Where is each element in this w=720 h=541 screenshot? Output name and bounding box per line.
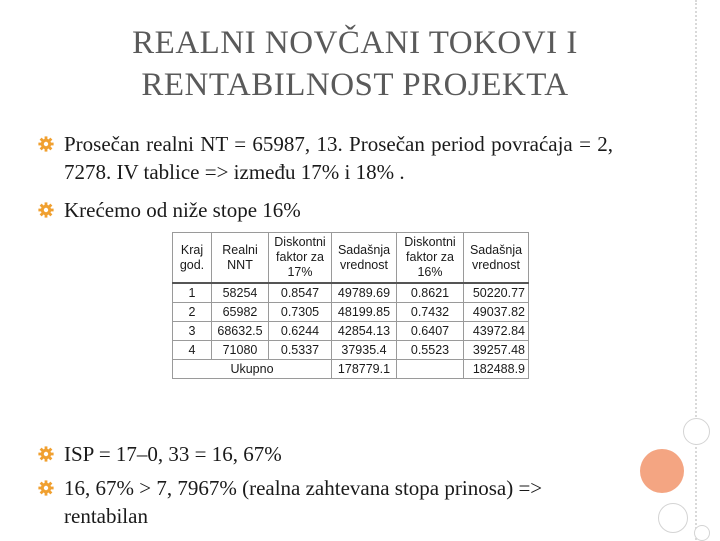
cell-discount-16: 0.6407 <box>397 322 464 341</box>
table-total-row <box>173 360 529 379</box>
cell-year: 4 <box>173 341 212 360</box>
header-present-value-16: Sadašnja vrednost <box>464 233 529 284</box>
header-discount-17: Diskontni faktor za 17% <box>269 233 332 284</box>
cell-present-value-16: 39257.48 <box>464 341 529 360</box>
table-row <box>173 341 529 360</box>
decorative-circle <box>694 525 710 541</box>
cell-real-nnt: 65982 <box>212 303 269 322</box>
cash-flow-table <box>172 232 529 379</box>
header-real-nnt: Realni NNT <box>212 233 269 284</box>
cell-year: 1 <box>173 283 212 303</box>
cell-total-present-value-16: 182488.9 <box>464 360 529 379</box>
cell-year: 3 <box>173 322 212 341</box>
cell-present-value-16: 49037.82 <box>464 303 529 322</box>
cell-total-label: Ukupno <box>173 360 332 379</box>
title-line-2: RENTABILNOST PROJEKTA <box>141 67 569 103</box>
table-row <box>173 303 529 322</box>
cell-real-nnt: 68632.5 <box>212 322 269 341</box>
bullet-text: ISP = 17–0, 33 = 16, 67% <box>64 442 282 466</box>
header-present-value-17: Sadašnja vrednost <box>332 233 397 284</box>
decorative-circle <box>683 418 710 445</box>
cell-discount-17: 0.5337 <box>269 341 332 360</box>
cell-discount-17: 0.8547 <box>269 283 332 303</box>
gear-bullet-icon <box>38 480 54 496</box>
header-discount-16: Diskontni faktor za 16% <box>397 233 464 284</box>
cell-present-value-17: 48199.85 <box>332 303 397 322</box>
header-year: Kraj god. <box>173 233 212 284</box>
gear-bullet-icon <box>38 202 54 218</box>
cell-discount-17: 0.6244 <box>269 322 332 341</box>
cell-year: 2 <box>173 303 212 322</box>
title-line-1: REALNI NOVČANI TOKOVI I <box>132 25 578 61</box>
cell-discount-16: 0.8621 <box>397 283 464 303</box>
cell-discount-17: 0.7305 <box>269 303 332 322</box>
decorative-dotted-line <box>695 0 697 540</box>
slide-title <box>60 22 650 106</box>
bullet-item <box>38 440 613 468</box>
cell-discount-16: 0.5523 <box>397 341 464 360</box>
cell-present-value-17: 37935.4 <box>332 341 397 360</box>
cell-present-value-16: 43972.84 <box>464 322 529 341</box>
cell-real-nnt: 58254 <box>212 283 269 303</box>
table-header-row <box>173 233 529 284</box>
cell-present-value-16: 50220.77 <box>464 283 529 303</box>
decorative-accent-circle <box>640 449 684 493</box>
bullet-item <box>38 130 613 186</box>
bullet-text: Prosečan realni NT = 65987, 13. Prosečan period povraćaja = 2, 7278. IV tablice => između 17% i 18% . <box>64 132 613 184</box>
bullet-text: 16, 67% > 7, 7967% (realna zahtevana stopa prinosa) => rentabilan <box>64 476 543 528</box>
table-row <box>173 283 529 303</box>
bullet-item <box>38 474 613 530</box>
cell-present-value-17: 49789.69 <box>332 283 397 303</box>
decorative-circle <box>658 503 688 533</box>
bullet-item <box>38 196 613 224</box>
table-row <box>173 322 529 341</box>
gear-bullet-icon <box>38 446 54 462</box>
cell-total-present-value-17: 178779.1 <box>332 360 397 379</box>
cell-present-value-17: 42854.13 <box>332 322 397 341</box>
cell-discount-16: 0.7432 <box>397 303 464 322</box>
cell-real-nnt: 71080 <box>212 341 269 360</box>
cell-empty <box>397 360 464 379</box>
bullet-text: Krećemo od niže stope 16% <box>64 198 301 222</box>
gear-bullet-icon <box>38 136 54 152</box>
